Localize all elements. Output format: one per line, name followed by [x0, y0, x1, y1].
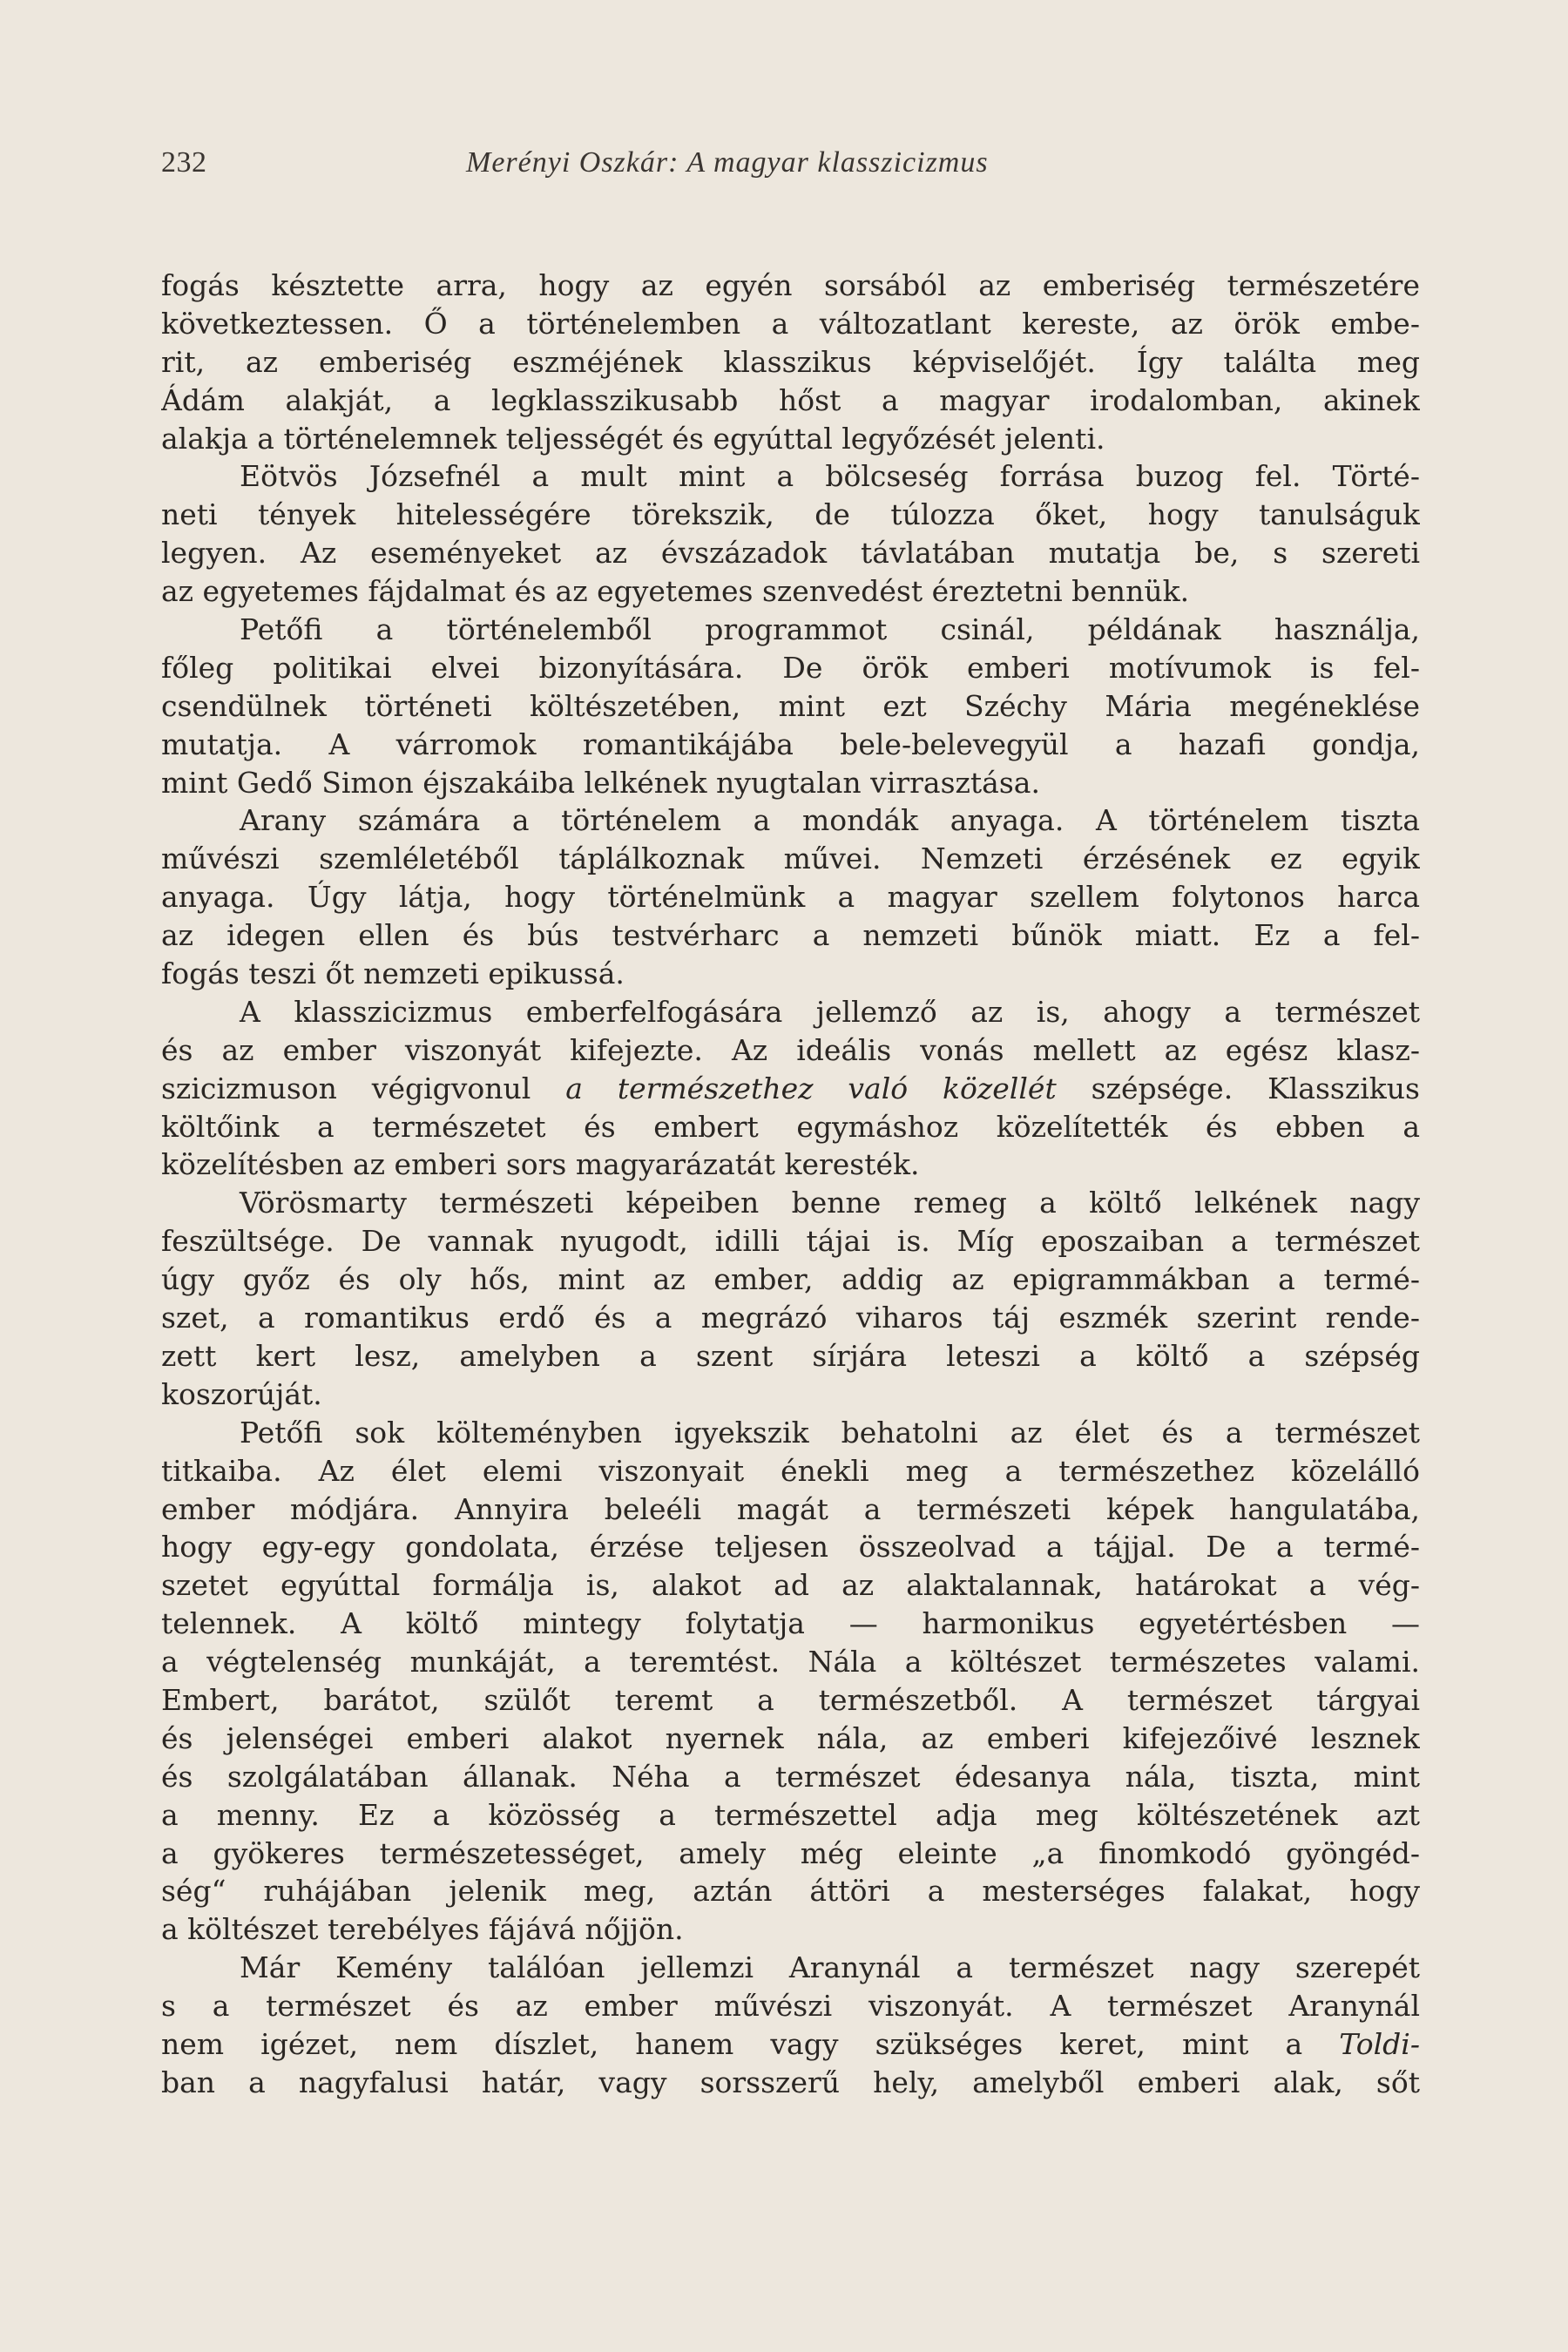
text-line: titkaiba. Az élet elemi viszonyait énekli meg a természethez közelálló — [161, 1453, 1420, 1488]
body-text — [161, 267, 1420, 2102]
text-line: fogás késztette arra, hogy az egyén sorsából az emberiség természetére — [161, 268, 1420, 302]
text-line: közelítésben az emberi sors magyarázatát keresték. — [161, 1147, 920, 1182]
text-line: alakja a történelemnek teljességét és egyúttal legyőzését jelenti. — [161, 421, 1105, 456]
text-line: hogy egy-egy gondolata, érzése teljesen összeolvad a tájjal. De a termé- — [161, 1530, 1420, 1565]
text-segment: nem igézet, nem díszlet, hanem vagy szükséges keret, mint a — [161, 2026, 1340, 2061]
text-line: csendülnek történeti költészetében, mint ezt Széchy Mária megéneklése — [161, 688, 1420, 723]
text-line: szet, a romantikus erdő és a megrázó viharos táj eszmék szerint rende- — [161, 1301, 1420, 1335]
text-line: a végtelenség munkáját, a teremtést. Nála a költészet természetes valami. — [161, 1645, 1420, 1680]
text-line: neti tények hitelességére törekszik, de túlozza őket, hogy tanulságuk — [161, 497, 1420, 532]
text-line: s a természet és az ember művészi viszonyát. A természet Aranynál — [161, 1989, 1420, 2024]
text-segment: szépsége. Klasszikus — [1056, 1071, 1420, 1105]
text-line: Eötvös Józsefnél a mult mint a bölcseség forrása buzog fel. Törté- — [240, 459, 1420, 494]
text-line: Arany számára a történelem a mondák anyaga. A történelem tiszta — [240, 803, 1420, 838]
text-line: mint Gedő Simon éjszakáiba lelkének nyugtalan virrasztása. — [161, 765, 1040, 800]
text-line: főleg politikai elvei bizonyítására. De örök emberi motívumok is fel- — [161, 650, 1420, 685]
running-head — [161, 139, 1420, 183]
text-line: művészi szemléletéből táplálkoznak művei. Nemzeti érzésének ez egyik — [161, 841, 1420, 876]
text-line: a menny. Ez a közösség a természettel adja meg költészetének azt — [161, 1797, 1420, 1832]
text-line: feszültsége. De vannak nyugodt, idilli tájai is. Míg eposzaiban a természet — [161, 1224, 1420, 1259]
text-line: ban a nagyfalusi határ, vagy sorsszerű hely, amelyből emberi alak, sőt — [161, 2065, 1420, 2099]
text-line: Embert, barátot, szülőt teremt a természetből. A természet tárgyai — [161, 1682, 1420, 1717]
text-line: a gyökeres természetességet, amely még eleinte „a finomkodó gyöngéd- — [161, 1835, 1420, 1870]
text-line: ember módjára. Annyira beleéli magát a természeti képek hangulatába, — [161, 1491, 1420, 1526]
text-line: Már Kemény találóan jellemzi Aranynál a természet nagy szerepét — [240, 1950, 1420, 1985]
text-line: úgy győz és oly hős, mint az ember, addig az epigrammákban a termé- — [161, 1262, 1420, 1297]
text-line: mutatja. A várromok romantikájába bele-belevegyül a hazafi gondja, — [161, 727, 1420, 761]
text-line: és szolgálatában állanak. Néha a természet édesanya nála, tiszta, mint — [161, 1759, 1420, 1794]
text-segment: szicizmuson végigvonul — [161, 1071, 566, 1105]
text-line: A klasszicizmus emberfelfogására jellemző az is, ahogy a természet — [240, 994, 1420, 1029]
text-line: Ádám alakját, a legklasszikusabb hőst a magyar irodalomban, akinek — [161, 382, 1420, 417]
text-line: szetet egyúttal formálja is, alakot ad az alaktalannak, határokat a vég- — [161, 1568, 1420, 1603]
text-line: költőink a természetet és embert egymáshoz közelítették és ebben a — [161, 1109, 1420, 1144]
page-number: 232 — [161, 146, 207, 179]
text-line: és az ember viszonyát kifejezte. Az ideális vonás mellett az egész klasz- — [161, 1032, 1420, 1067]
text-line: anyaga. Úgy látja, hogy történelmünk a magyar szellem folytonos harca — [161, 880, 1420, 915]
running-title: Merényi Oszkár: A magyar klasszicizmus — [466, 146, 989, 179]
text-line: Petőfi a történelemből programmot csinál, példának használja, — [240, 612, 1420, 647]
text-line: az idegen ellen és bús testvérharc a nemzeti bűnök miatt. Ez a fel- — [161, 918, 1420, 953]
text-line — [161, 1070, 1420, 1108]
italic-phrase: Toldi- — [1339, 2026, 1420, 2061]
text-line: és jelenségei emberi alakot nyernek nála, az emberi kifejezőivé lesznek — [161, 1720, 1420, 1755]
text-line: a költészet terebélyes fájává nőjjön. — [161, 1912, 684, 1947]
text-line: fogás teszi őt nemzeti epikussá. — [161, 956, 625, 991]
text-line: telennek. A költő mintegy folytatja — harmonikus egyetértésben — — [161, 1606, 1420, 1641]
text-line — [161, 2025, 1420, 2064]
text-line: rit, az emberiség eszméjének klasszikus képviselőjét. Így találta meg — [161, 344, 1420, 379]
text-line: az egyetemes fájdalmat és az egyetemes szenvedést éreztetni bennük. — [161, 574, 1190, 609]
text-line: koszorúját. — [161, 1376, 322, 1411]
text-line: legyen. Az eseményeket az évszázadok távlatában mutatja be, s szereti — [161, 536, 1420, 571]
italic-phrase: a természethez való közellét — [565, 1071, 1057, 1105]
text-line: zett kert lesz, amelyben a szent sírjára leteszi a költő a szépség — [161, 1338, 1420, 1373]
text-line: következtessen. Ő a történelemben a változatlant kereste, az örök embe- — [161, 306, 1420, 341]
text-line: Vörösmarty természeti képeiben benne remeg a költő lelkének nagy — [240, 1186, 1420, 1220]
text-line: Petőfi sok költeményben igyekszik behatolni az élet és a természet — [240, 1415, 1420, 1450]
text-line: ség“ ruhájában jelenik meg, aztán áttöri a mesterséges falakat, hogy — [161, 1874, 1420, 1909]
